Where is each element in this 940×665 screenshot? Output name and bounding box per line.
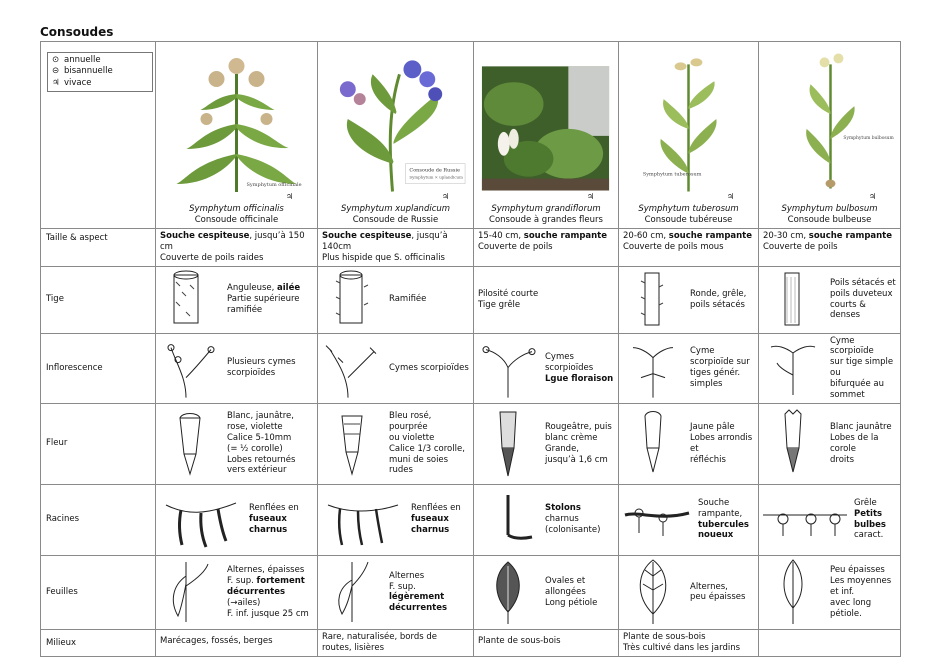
inflorescence-drawing <box>619 334 687 403</box>
leaf-drawing <box>759 556 827 630</box>
species-common-name: Consoude bulbeuse <box>787 215 872 226</box>
root-drawing <box>474 485 542 555</box>
row-label: Inflorescence <box>41 333 156 403</box>
stem-drawing <box>619 267 687 333</box>
root-drawing <box>619 485 695 555</box>
plant-illustration-xuplandicum <box>318 44 473 194</box>
species-latin-name: Symphytum grandiflorum <box>491 204 601 214</box>
leaf-drawing <box>318 556 386 630</box>
row-label: Taille & aspect <box>41 229 156 267</box>
row-racines: Racines Renflées en fuseaux charnus Renflées en fuseaux charnus Stolons charnus (colonisante) Souche rampante, tubercules noueux Grêle Petits bulbes caract. <box>41 484 901 555</box>
row-feuilles: Feuilles Alternes, épaisses F. sup. fortement décurrentes (→ailes) F. inf. jusque 25 cm Alternes F. sup. légèrement décurrentes Ovales et allongées Long pétiole Alternes, peu épaisses Peu épaisses Les moyennes et inf. avec long pétiole. <box>41 555 901 630</box>
perennial-mark: ♃ <box>586 192 594 201</box>
species-common-name: Consoude officinale <box>194 215 279 226</box>
row-fleur: Fleur Blanc, jaunâtre, rose, violette Calice 5-10mm (= ½ corolle) Lobes retournés vers extérieur Bleu rosé, pourprée ou violette Calice 1/3 corolle, muni de soies rudes Rougeâtre, puis blanc crème Grande, jusqu’à 1,6 cm Jaune pâle Lobes arrondis et réfléchis Blanc jaunâtre Lobes de la corole droits <box>41 403 901 484</box>
page-title: Consoudes <box>40 25 114 39</box>
row-label: Tige <box>41 266 156 333</box>
species-latin-name: Symphytum officinalis <box>189 204 284 214</box>
leaf-drawing <box>474 556 542 630</box>
svg-text:Consoude de Russie: Consoude de Russie <box>409 167 460 174</box>
row-label: Racines <box>41 484 156 555</box>
plant-illustration-officinalis <box>156 44 317 194</box>
row-label: Milieux <box>41 630 156 657</box>
flower-drawing <box>318 404 386 484</box>
row-label: Fleur <box>41 403 156 484</box>
species-header-bulbosum <box>759 42 901 229</box>
plant-illustration-bulbosum <box>759 44 900 194</box>
leaf-drawing <box>619 556 687 630</box>
flower-drawing <box>759 404 827 484</box>
perennial-mark: ♃ <box>285 192 293 201</box>
species-header-xuplandicum <box>318 42 474 229</box>
species-header-grandiflorum <box>474 42 619 229</box>
perennial-mark: ♃ <box>726 192 734 201</box>
biennial-icon: ⊝ <box>52 66 60 77</box>
flower-drawing <box>156 404 224 484</box>
species-common-name: Consoude à grandes fleurs <box>489 215 603 226</box>
inflorescence-drawing <box>318 334 386 403</box>
svg-text:Symphytum bulbosum: Symphytum bulbosum <box>843 135 894 141</box>
leaf-drawing <box>156 556 224 630</box>
species-header-officinalis <box>156 42 318 229</box>
legend-item-biennial: ⊝ bisannuelle <box>52 66 113 77</box>
header-row <box>41 42 901 229</box>
inflorescence-drawing <box>474 334 542 403</box>
root-drawing <box>156 485 246 555</box>
flower-drawing <box>474 404 542 484</box>
perennial-icon: ♃ <box>52 77 60 88</box>
perennial-mark: ♃ <box>868 192 876 201</box>
species-common-name: Consoude tubéreuse <box>644 215 733 226</box>
perennial-mark: ♃ <box>441 192 449 201</box>
legend <box>47 52 153 92</box>
species-common-name: Consoude de Russie <box>352 215 439 226</box>
species-latin-name: Symphytum bulbosum <box>781 204 878 214</box>
row-taille: Taille & aspect Souche cespiteuse, jusqu’à 150 cm Couverte de poils raides Souche cespiteuse, jusqu’à 140cm Plus hispide que S. officinalis 15-40 cm, souche rampante Couverte de poils 20-60 cm, souche rampante Couverte de poils mous 20-30 cm, souche rampante Couverte de poils <box>41 229 901 267</box>
root-drawing <box>759 485 851 555</box>
svg-text:Symphytum officinale: Symphytum officinale <box>246 182 302 188</box>
legend-cell <box>41 42 156 229</box>
row-label: Feuilles <box>41 555 156 630</box>
species-header-tuberosum <box>619 42 759 229</box>
species-latin-name: Symphytum tuberosum <box>638 204 739 214</box>
svg-text:Symphytum × uplandicum: Symphytum × uplandicum <box>409 174 463 180</box>
row-inflorescence: Inflorescence Plusieurs cymes scorpioïdes Cymes scorpioïdes Cymes scorpioïdes Lgue floraison Cyme scorpioïde sur tiges génér. simples Cyme scorpioïde sur tige simple ou bifurquée au sommet <box>41 333 901 403</box>
annual-icon: ⊙ <box>52 55 60 65</box>
comparison-table <box>40 41 901 657</box>
stem-drawing <box>156 267 224 333</box>
plant-illustration-tuberosum <box>619 44 758 194</box>
row-tige: Tige Anguleuse, ailée Partie supérieure ramifiée Ramifiée Pilosité courte Tige grêle Ronde, grêle, poils sétacés Poils sétacés et poils duveteux courts & denses <box>41 266 901 333</box>
root-drawing <box>318 485 408 555</box>
stem-drawing <box>318 267 386 333</box>
stem-drawing <box>759 267 827 333</box>
legend-item-perennial: ♃ vivace <box>52 77 92 88</box>
legend-item-annual: ⊙ annuelle <box>52 55 101 65</box>
flower-drawing <box>619 404 687 484</box>
inflorescence-drawing <box>156 334 224 403</box>
row-milieux: Milieux Marécages, fossés, berges Rare, naturalisée, bords de routes, lisières Plante de sous-bois Plante de sous-bois Très cultivé dans les jardins <box>41 630 901 657</box>
inflorescence-drawing <box>759 335 827 401</box>
plant-photo-grandiflorum <box>474 44 618 194</box>
svg-text:Symphytum tuberosum: Symphytum tuberosum <box>642 171 702 178</box>
species-latin-name: Symphytum xuplandicum <box>340 204 451 214</box>
